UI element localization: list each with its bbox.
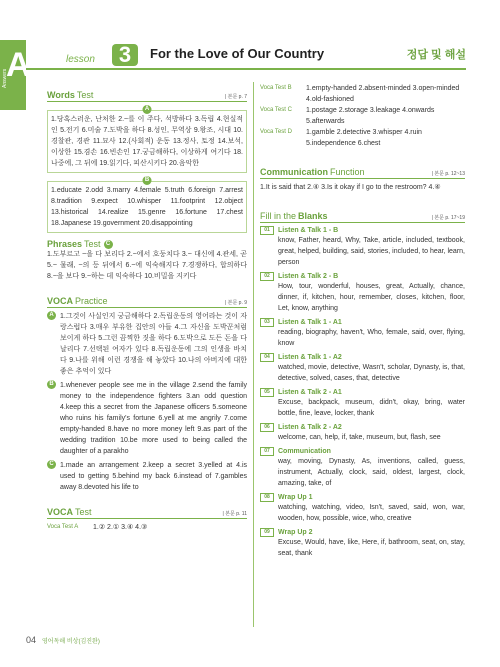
item-number: 03 (260, 318, 274, 327)
voca-practice-b (47, 380, 247, 457)
communication-title: Communication Function | 본문 p. 12~13 (260, 167, 465, 177)
list-item (260, 318, 465, 349)
item-body: way, moving, Dynasty, As, inventions, called, guess, instrument, Actually, clock, said, oldest, largest, clock, amazing, take, of (278, 458, 465, 487)
item-number: 01 (260, 226, 274, 235)
item-number: 04 (260, 353, 274, 362)
page-ref: | 본문 p. 9 (224, 300, 247, 306)
item-number: 09 (260, 528, 274, 537)
list-item (260, 528, 465, 559)
label-a: A (47, 311, 56, 320)
rule (260, 178, 465, 179)
right-column (260, 83, 465, 563)
lesson-word: lesson (66, 54, 95, 65)
column-divider (253, 82, 254, 627)
voca-test-a: Voca Test A 1.② 2.① 3.④ 4.③ (47, 524, 148, 531)
item-body: watching, watching, video, Isn't, saved, said, won, war, wooden, how, possible, wice, who, creative (278, 504, 465, 522)
phrases-test-text: 1.도부르고 ~을 다 보리다 2.~에서 호둥치다 3.~ 대신에 4.관세, 곧 5.~ 물래, ~의 등 뒤에서 6.~에 익숙해지다 7.경쟁하다, 합의하다 8.~을 보다 9.~하는 데 익숙하다 10.비밀을 지키다 (47, 251, 247, 280)
list-item-head (260, 423, 465, 432)
item-number: 07 (260, 447, 274, 456)
left-column (47, 90, 247, 533)
rule (47, 101, 247, 102)
page-ref: | 본문 p. 17~19 (431, 215, 465, 221)
answers-title: 정답 및 해설 (406, 49, 466, 61)
page-ref: | 본문 p. 12~13 (431, 171, 465, 177)
voca-practice-b-text: 1.whenever people see me in the village 2.send the family money to the independence fighters 3.an odd question 4.keep this a secret from the Japanese officers 5.someone who ruins his family's fortune 6.yell at me angrily 7.come empty-handed 8.have no more money left 9.as part of the wedding tradition 10.be more used to being called the daughter of a parakho (60, 382, 247, 455)
voca-test-title: VOCA Test | 본문 p. 11 (47, 507, 247, 517)
list-item-head (260, 318, 465, 327)
rule (47, 518, 247, 519)
communication-text: 1.It is said that 2.④ 3.Is it okay if I go to the restroom? 4.④ (260, 184, 441, 191)
item-title: Listen & Talk 2 - A2 (278, 424, 342, 431)
item-body: Excuse, backpack, museum, didn't, okay, bring, water bottle, fine, leave, locker, thank (278, 399, 465, 417)
item-title: Listen & Talk 1 - B (278, 227, 339, 234)
list-item-head (260, 388, 465, 397)
words-test-b (47, 177, 247, 233)
phrases-test-title: Phrases Test C (47, 239, 247, 249)
page-header (26, 40, 466, 70)
brand: 영어독해 비상(김진완) (42, 639, 100, 645)
list-item-head (260, 353, 465, 362)
item-title: Communication (278, 448, 331, 455)
voca-practice-a (47, 311, 247, 377)
page-number: 04 (26, 635, 37, 645)
item-number: 06 (260, 423, 274, 432)
voca-practice-c (47, 460, 247, 493)
voca-practice-title: VOCA Practice | 본문 p. 9 (47, 296, 247, 306)
item-body: know, Father, heard, Why, Take, article, included, textbook, great, helped, building, said, stories, included, to hear, learn, person (278, 237, 465, 266)
item-body: welcome, can, help, if, take, museum, but, flash, see (278, 434, 441, 441)
answers-vertical-label: Answers (2, 68, 8, 88)
words-test-b-text: 1.educate 2.odd 3.marry 4.female 5.truth 6.foreign 7.arrest 8.tradition 9.expect 10.whisper 11.footprint 12.object 13.historical 14.realize 15.genre 16.fortune 17.chest 18.Japanese 19.government 20.disappointing (51, 187, 243, 227)
lesson-number: 3 (112, 44, 138, 66)
label-b: B (143, 176, 152, 185)
item-body: How, tour, wonderful, houses, great, Actually, chance, dinner, if, kitchen, hour, remember, closes, kitchen, floor, Let, know, anything (278, 283, 465, 312)
item-title: Listen & Talk 2 - B (278, 273, 339, 280)
list-item (260, 447, 465, 489)
list-item (260, 353, 465, 384)
list-item (260, 423, 465, 443)
item-body: Excuse, Would, have, like, Here, if, bathroom, seat, on, stay, seat, thank (278, 539, 465, 557)
words-test-title: Words Test | 본문 p. 7 (47, 90, 247, 100)
item-title: Wrap Up 2 (278, 529, 313, 536)
item-body: watched, movie, detective, Wasn't, scholar, Dynasty, is, that, detective, solved, cases, that, detective (278, 364, 465, 382)
item-title: Listen & Talk 2 - A1 (278, 389, 342, 396)
voca-test-c: Voca Test C 1.postage 2.storage 3.leakage 4.onwards 5.afterwards (260, 107, 435, 125)
voca-test-b: Voca Test B 1.empty-handed 2.absent-minded 3.open-minded 4.old-fashioned (260, 85, 460, 103)
fill-blanks-title: Fill in the Blanks | 본문 p. 17~19 (260, 211, 465, 221)
list-item (260, 226, 465, 268)
label-b: B (47, 380, 56, 389)
voca-practice-a-text: 1.그것이 사실인지 궁금해하다 2.독립운동의 영어라는 것이 자랑스럽다 3.매우 부유한 집안의 아들 4.그 자신을 도박꾼처럼 보이게 하다 5.그런 끔찍한 짓을 하다 6.도박으로 도든 돈을 다 날리다 7.선택된 여자가 있다 8.독립운동에 그의 인생을 바치다 9.나를 위해 이런 경쟁을 해 놓았다 10.나의 아버지에 대한 좋은 추억이 있다 (60, 313, 247, 375)
list-item-head (260, 528, 465, 537)
item-body: reading, biography, haven't, Who, female, said, over, flying, know (278, 329, 465, 347)
page-footer (26, 635, 100, 645)
item-number: 02 (260, 272, 274, 281)
item-title: Listen & Talk 1 - A2 (278, 354, 342, 361)
page-ref: | 본문 p. 11 (222, 511, 247, 517)
fill-blanks-list (260, 226, 465, 559)
words-test-a-text: 1.당혹스러운, 난처한 2.~를 이 주다, 석방하다 3.독립 4.현실적인 5.전기 6.미술 7.도박을 하다 8.성인, 무역상 9.왕조, 시대 10.경찰관, 경관 11.묘사 12.(사회적) 운동 13.정사, 토정 14.보석, 이상한 15.겸손 16.빈손인 17.궁금해하다, 이상하게 여기다 18.나중에, 그 뒤에 19.읽기다, 피산시키다 20.음악한 (51, 116, 243, 167)
rule (47, 307, 247, 308)
rule (260, 222, 465, 223)
page-ref: | 본문 p. 7 (224, 94, 247, 100)
words-test-a (47, 106, 247, 173)
voca-test-d: Voca Test D 1.gamble 2.detective 3.whisper 4.ruin 5.independence 6.chest (260, 129, 422, 147)
lesson-title: For the Love of Our Country (150, 46, 325, 61)
list-item-head (260, 272, 465, 281)
list-item-head (260, 493, 465, 502)
voca-practice-c-text: 1.made an arrangement 2.keep a secret 3.yelled at 4.is used to getting 5.behind my back 6.instead of 7.gambles away 8.devoted his life to (60, 462, 247, 491)
item-title: Listen & Talk 1 - A1 (278, 319, 342, 326)
item-number: 08 (260, 493, 274, 502)
list-item-head (260, 226, 465, 235)
label-a: A (143, 105, 152, 114)
item-number: 05 (260, 388, 274, 397)
label-c: C (47, 460, 56, 469)
label-c: C (104, 240, 113, 249)
list-item (260, 493, 465, 524)
item-title: Wrap Up 1 (278, 494, 313, 501)
answers-letter: A (6, 46, 31, 84)
list-item-head (260, 447, 465, 456)
list-item (260, 388, 465, 419)
list-item (260, 272, 465, 314)
